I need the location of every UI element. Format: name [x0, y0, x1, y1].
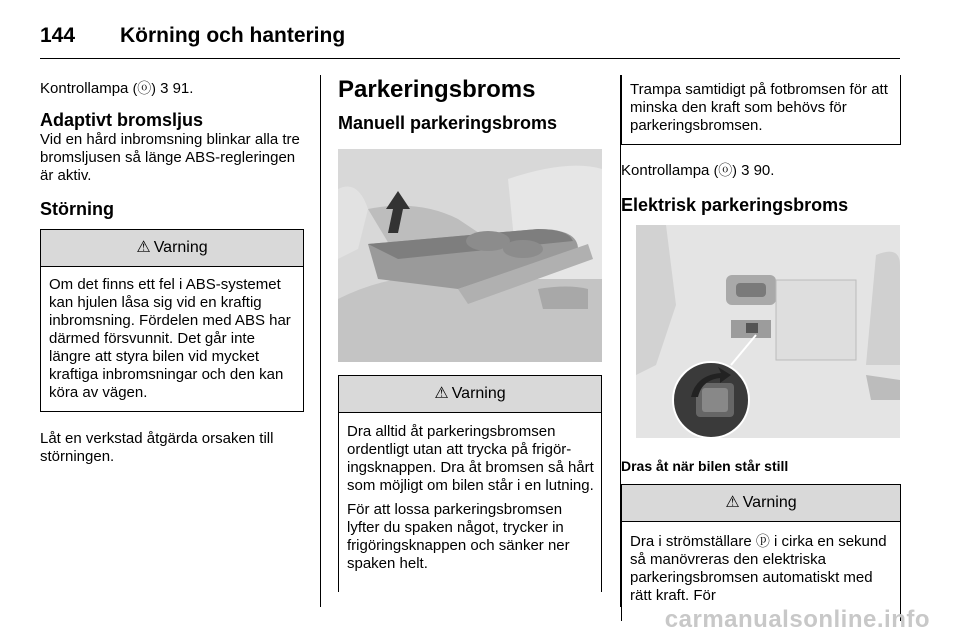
- warning-header: [622, 485, 900, 522]
- abs-indicator-line: Kontrollampa (ⓞ) 3 91.: [40, 80, 194, 97]
- column-1: [40, 78, 304, 466]
- electric-brake-heading: Elektrisk parkeringsbroms: [621, 195, 849, 215]
- parking-brake-switch-icon: ⓟ: [755, 533, 770, 549]
- info-box: [621, 75, 901, 145]
- page-header: [40, 14, 900, 58]
- page-ref-arrow-icon: 3: [741, 162, 750, 179]
- warning-header: [41, 230, 303, 267]
- section-title: Parkeringsbroms: [338, 76, 536, 103]
- page-title: Körning och hantering: [120, 24, 346, 47]
- electric-parking-brake-figure: [636, 225, 900, 438]
- warning-text: Dra i strömställare ⓟ i cirka en sekund så manövreras den elektriska parkeringsbromsen automatiskt med rätt kraft. För: [630, 533, 887, 604]
- warning-triangle-icon: ⚠: [136, 239, 151, 256]
- warning-triangle-icon: ⚠: [434, 385, 449, 402]
- header-divider: [40, 58, 900, 59]
- warning-title: Varning: [742, 494, 797, 511]
- watermark: carmanualsonline.info: [664, 606, 930, 633]
- manual-parking-brake-figure: [338, 149, 602, 362]
- warning-box-manual: [338, 375, 602, 592]
- warning-box-abs: [40, 229, 304, 412]
- page-ref: 90.: [749, 162, 775, 179]
- warning-body: [41, 267, 303, 411]
- info-box-text: Trampa samtidigt på fotbromsen för att minska den kraft som behövs för parkeringsbromsen.: [630, 81, 888, 134]
- brake-indicator-line: Kontrollampa (ⓞ) 3 90.: [621, 162, 775, 179]
- fault-advice-text: Låt en verkstad åtgärda orsaken till störningen.: [40, 430, 274, 465]
- adaptive-brakelight-heading: Adaptivt bromsljus: [40, 110, 204, 130]
- warning-title: Varning: [451, 385, 506, 402]
- figure-caption: Dras åt när bilen står still: [621, 458, 789, 474]
- warning-text-1: Dra alltid åt parkeringsbromsen ordentligt utan att trycka på frigöringsknappen. Dra åt bromsen så hårt som möjligt om bilen står i en lutning.: [347, 423, 594, 494]
- brake-warning-icon: (ⓞ): [713, 162, 737, 178]
- warning-header: [339, 376, 601, 413]
- manual-brake-heading: Manuell parkeringsbroms: [338, 113, 558, 133]
- warning-title: Varning: [153, 239, 208, 256]
- column-divider-1: [320, 75, 321, 607]
- fault-heading: Störning: [40, 199, 114, 219]
- abs-warning-icon: (ⓞ): [132, 80, 156, 96]
- column-3: [621, 78, 901, 621]
- warning-body: [339, 413, 601, 592]
- adaptive-brakelight-text: Vid en hård inbromsning blinkar alla tre bromsljusen så länge ABS-regleringen är aktiv.: [40, 131, 300, 184]
- page-ref: 91.: [168, 80, 194, 97]
- warning-triangle-icon: ⚠: [725, 494, 740, 511]
- column-2: [338, 78, 602, 592]
- page-number: 144: [40, 24, 76, 47]
- warning-text: Om det finns ett fel i ABS-systemet kan hjulen låsa sig vid en kraftig inbromsning. Fördelen med ABS har därmed försvunnit. Det går inte längre att styra bilen vid mycket kraftiga inbromsningar och den kan köra av vägen.: [49, 276, 291, 401]
- page-ref-arrow-icon: 3: [160, 80, 169, 97]
- warning-text-2: För att lossa parkeringsbromsen lyfter du spaken något, trycker in frigöringsknappen och sänker ner spaken helt.: [347, 501, 570, 572]
- warning-box-electric: [621, 484, 901, 621]
